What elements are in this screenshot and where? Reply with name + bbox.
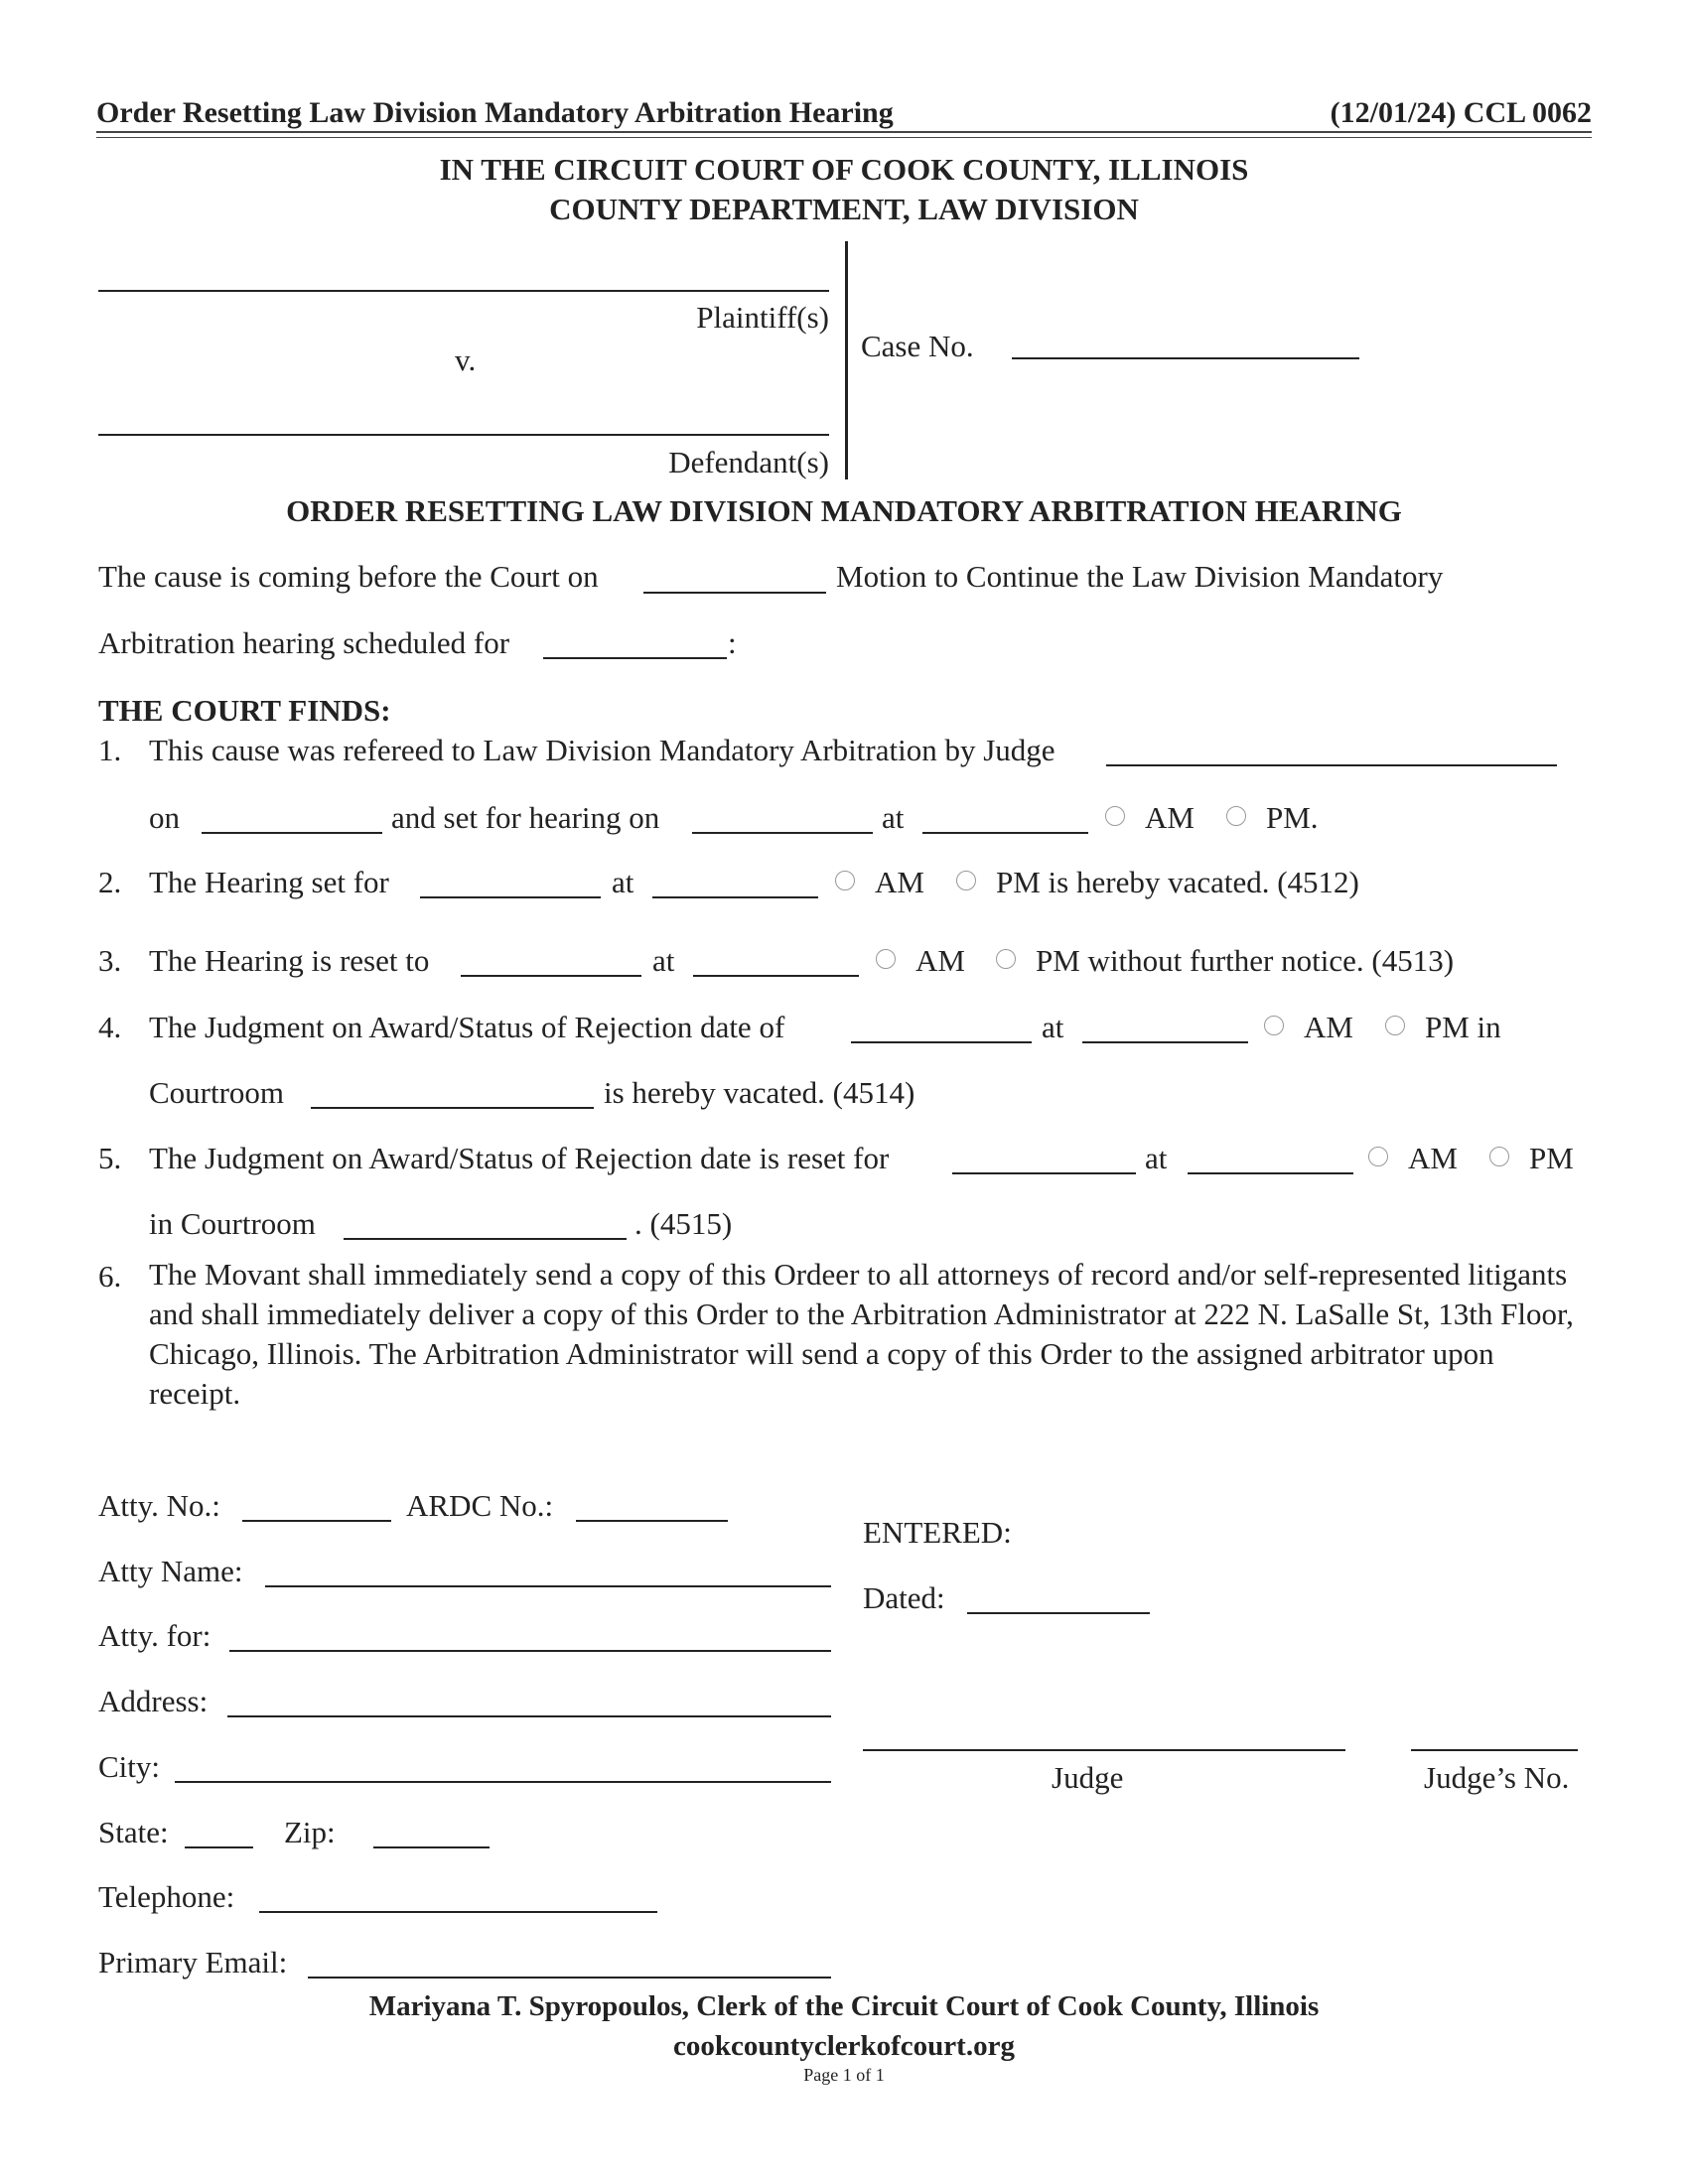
item-3-am-radio[interactable] — [876, 949, 896, 969]
item-4-courtroom-field[interactable] — [311, 1081, 594, 1109]
address-label: Address: — [98, 1684, 209, 1718]
case-no-field[interactable] — [1012, 332, 1359, 359]
item-3-pm-radio[interactable] — [996, 949, 1016, 969]
entered-label: ENTERED: — [863, 1515, 1012, 1550]
item-1-pm-radio[interactable] — [1226, 806, 1246, 826]
judge-no-field[interactable] — [1411, 1723, 1578, 1751]
item-2-at: at — [612, 865, 634, 899]
item-2-am-radio[interactable] — [835, 871, 855, 890]
item-5-date-field[interactable] — [952, 1147, 1136, 1174]
item-3-number: 3. — [98, 943, 122, 978]
intro-text-1: The cause is coming before the Court on — [98, 559, 599, 594]
court-name: IN THE CIRCUIT COURT OF COOK COUNTY, ILLINOIS — [439, 152, 1249, 187]
atty-no-field[interactable] — [242, 1494, 391, 1522]
item-2-date-field[interactable] — [420, 871, 601, 898]
item-1-at: at — [882, 800, 905, 835]
atty-name-field[interactable] — [265, 1560, 831, 1587]
item-1-on: on — [149, 800, 180, 835]
atty-name-label: Atty Name: — [98, 1554, 243, 1588]
item-5-number: 5. — [98, 1141, 122, 1175]
zip-label: Zip: — [284, 1815, 336, 1849]
state-field[interactable] — [185, 1821, 253, 1848]
item-1-set-for: and set for hearing on — [391, 800, 660, 835]
item-4-time-field[interactable] — [1082, 1016, 1248, 1043]
item-5-am-label: AM — [1408, 1141, 1458, 1175]
item-5-am-radio[interactable] — [1368, 1147, 1388, 1166]
item-1-am-radio[interactable] — [1105, 806, 1125, 826]
email-label: Primary Email: — [98, 1945, 288, 1979]
item-3-date-field[interactable] — [461, 949, 641, 977]
city-label: City: — [98, 1749, 161, 1784]
header-rule-bottom — [96, 137, 1592, 138]
intro-text-3: Arbitration hearing scheduled for — [98, 625, 510, 660]
item-3-pm-label: PM without further notice. (4513) — [1036, 943, 1455, 978]
item-1-text: This cause was refereed to Law Division Mandatory Arbitration by Judge — [149, 733, 1055, 767]
item-6-number: 6. — [98, 1259, 122, 1294]
atty-for-field[interactable] — [229, 1624, 831, 1652]
findings-heading: THE COURT FINDS: — [98, 693, 391, 728]
clerk-website[interactable]: cookcountyclerkofcourt.org — [673, 2030, 1015, 2062]
email-field[interactable] — [308, 1951, 831, 1979]
item-4-at: at — [1042, 1010, 1064, 1044]
order-title: ORDER RESETTING LAW DIVISION MANDATORY ARBITRATION HEARING — [286, 493, 1402, 528]
item-1-referral-date-field[interactable] — [202, 806, 382, 834]
item-2-time-field[interactable] — [652, 871, 818, 898]
dated-label: Dated: — [863, 1580, 945, 1615]
referring-judge-field[interactable] — [1106, 739, 1557, 766]
telephone-label: Telephone: — [98, 1879, 235, 1914]
defendant-field[interactable] — [98, 408, 829, 436]
item-1-number: 1. — [98, 733, 122, 767]
judge-label: Judge — [1052, 1760, 1124, 1795]
ardc-no-label: ARDC No.: — [406, 1488, 554, 1523]
item-5-text: The Judgment on Award/Status of Rejection date is reset for — [149, 1141, 890, 1175]
item-3-text: The Hearing is reset to — [149, 943, 430, 978]
intro-colon: : — [728, 625, 737, 660]
item-1-pm-label: PM. — [1266, 800, 1319, 835]
item-3-at: at — [652, 943, 675, 978]
item-4-pm-radio[interactable] — [1385, 1016, 1405, 1035]
item-4-am-radio[interactable] — [1264, 1016, 1284, 1035]
case-no-label: Case No. — [861, 329, 974, 363]
item-6-text: The Movant shall immediately send a copy of this Ordeer to all attorneys of record and/or self-represented litigants and shall immediately deliver a copy of this Order to the Arbitration Administrator at 222 N. LaSalle St, 13th Floor, Chicago, Illinois. The Arbitration Administrator will send a copy of this Order to the assigned arbitrator upon receipt. — [149, 1257, 1574, 1411]
item-5-pm-label: PM — [1529, 1141, 1574, 1175]
item-5-end: . (4515) — [634, 1206, 733, 1241]
item-2-number: 2. — [98, 865, 122, 899]
ardc-no-field[interactable] — [576, 1494, 728, 1522]
state-label: State: — [98, 1815, 169, 1849]
item-4-pm-label: PM in — [1425, 1010, 1501, 1044]
city-field[interactable] — [175, 1755, 831, 1783]
dated-field[interactable] — [967, 1586, 1150, 1614]
item-4-text: The Judgment on Award/Status of Rejection date of — [149, 1010, 785, 1044]
judge-no-label: Judge’s No. — [1424, 1760, 1570, 1795]
item-2-am-label: AM — [875, 865, 924, 899]
item-2-text: The Hearing set for — [149, 865, 389, 899]
atty-no-label: Atty. No.: — [98, 1488, 220, 1523]
page-number: Page 1 of 1 — [803, 2065, 885, 2085]
item-5-courtroom-field[interactable] — [344, 1212, 627, 1240]
item-5-in-courtroom-label: in Courtroom — [149, 1206, 316, 1241]
item-2-pm-label: PM is hereby vacated. (4512) — [996, 865, 1359, 899]
caption-divider — [845, 241, 848, 479]
judge-signature-field[interactable] — [863, 1723, 1345, 1751]
telephone-field[interactable] — [259, 1885, 657, 1913]
atty-for-label: Atty. for: — [98, 1618, 211, 1653]
court-division: COUNTY DEPARTMENT, LAW DIVISION — [549, 192, 1139, 226]
item-3-am-label: AM — [915, 943, 965, 978]
item-2-pm-radio[interactable] — [956, 871, 976, 890]
scheduled-date-field[interactable] — [543, 631, 727, 659]
address-field[interactable] — [227, 1690, 831, 1717]
intro-text-2: Motion to Continue the Law Division Mandatory — [836, 559, 1444, 594]
item-4-vacated: is hereby vacated. (4514) — [604, 1075, 915, 1110]
item-4-courtroom-label: Courtroom — [149, 1075, 285, 1110]
item-4-am-label: AM — [1304, 1010, 1353, 1044]
plaintiff-field[interactable] — [98, 264, 829, 292]
form-title-header: Order Resetting Law Division Mandatory Arbitration Hearing — [96, 96, 894, 129]
item-1-am-label: AM — [1145, 800, 1195, 835]
item-1-time-field[interactable] — [922, 806, 1088, 834]
movant-field[interactable] — [643, 566, 826, 594]
header-rule-top — [96, 131, 1592, 133]
form-code: (12/01/24) CCL 0062 — [1330, 96, 1592, 129]
item-4-number: 4. — [98, 1010, 122, 1044]
item-5-at: at — [1145, 1141, 1168, 1175]
plaintiff-label: Plaintiff(s) — [696, 300, 829, 335]
item-4-date-field[interactable] — [851, 1016, 1032, 1043]
clerk-name: Mariyana T. Spyropoulos, Clerk of the Circuit Court of Cook County, Illinois — [368, 1990, 1320, 2022]
item-5-pm-radio[interactable] — [1489, 1147, 1509, 1166]
item-5-time-field[interactable] — [1188, 1147, 1353, 1174]
item-1-hearing-date-field[interactable] — [692, 806, 873, 834]
versus-label: v. — [455, 342, 477, 377]
item-3-time-field[interactable] — [693, 949, 859, 977]
defendant-label: Defendant(s) — [668, 445, 829, 479]
zip-field[interactable] — [373, 1821, 490, 1848]
